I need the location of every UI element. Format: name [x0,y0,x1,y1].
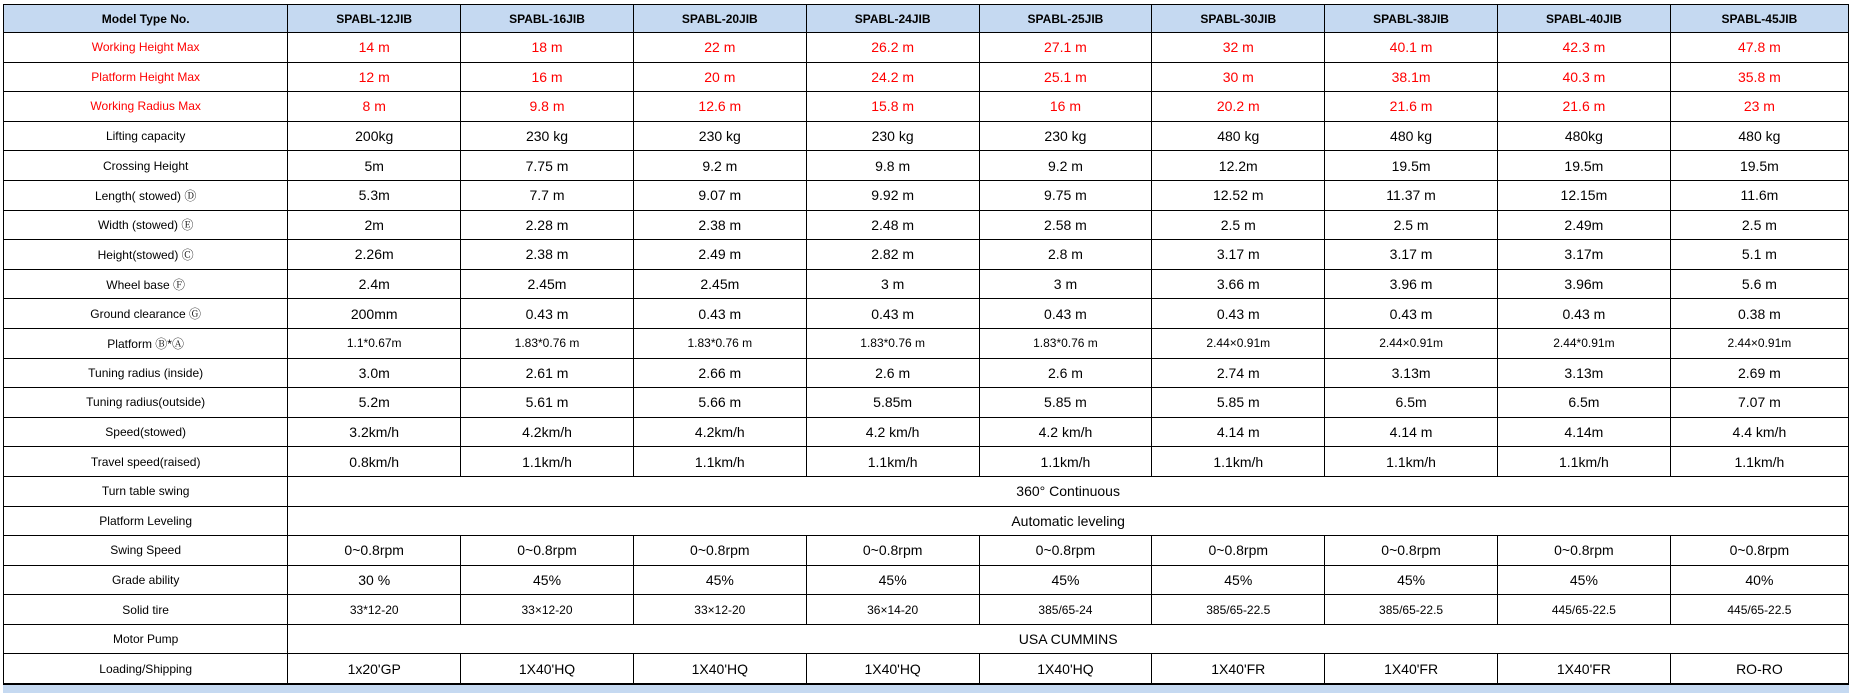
spec-value-cell: 200mm [288,299,461,329]
spec-value-cell: 5.85 m [1152,388,1325,418]
spec-value-cell: 5.2m [288,388,461,418]
spec-row [4,358,1849,388]
spec-value-cell: 5.85m [806,388,979,418]
spec-label-cell: Width (stowed) Ⓔ [4,210,288,240]
spec-row [4,565,1849,595]
spec-row [4,92,1849,122]
spec-value-cell: 18 m [461,33,634,63]
spec-value-cell: 2.44×0.91m [1670,328,1848,358]
spec-value-cell: 2.49m [1497,210,1670,240]
spec-value-cell: 4.2 km/h [979,417,1152,447]
spec-value-cell: 1.1km/h [633,447,806,477]
spec-value-cell: 1.83*0.76 m [461,328,634,358]
spec-value-cell: 3.96 m [1325,269,1498,299]
spec-value-cell: 19.5m [1497,151,1670,181]
spec-value-cell: 11.37 m [1325,180,1498,210]
spec-value-cell: 0~0.8rpm [633,536,806,566]
spec-value-cell: 40.3 m [1497,62,1670,92]
spec-value-cell: 9.2 m [979,151,1152,181]
spec-value-cell: 40.1 m [1325,33,1498,63]
spec-value-cell: 12.15m [1497,180,1670,210]
spec-value-cell: 0~0.8rpm [288,536,461,566]
spec-value-cell: 45% [633,565,806,595]
spec-row [4,447,1849,477]
spec-row [4,33,1849,63]
spec-value-cell: 3.0m [288,358,461,388]
spec-value-cell: 0.43 m [1325,299,1498,329]
spec-value-cell: 2.66 m [633,358,806,388]
spec-value-cell: 26.2 m [806,33,979,63]
spec-value-cell: 3 m [806,269,979,299]
model-header-cell: SPABL-40JIB [1497,5,1670,33]
spec-value-cell: 3.13m [1497,358,1670,388]
model-header-cell: SPABL-16JIB [461,5,634,33]
spec-value-cell: 385/65-22.5 [1152,595,1325,625]
spec-value-cell: 0~0.8rpm [1497,536,1670,566]
spec-value-cell: 3.13m [1325,358,1498,388]
spec-value-cell: 0.43 m [1497,299,1670,329]
spec-value-cell: 47.8 m [1670,33,1848,63]
spec-row [4,121,1849,151]
spec-value-cell: 30 % [288,565,461,595]
spec-value-cell: 230 kg [979,121,1152,151]
model-header-cell: SPABL-24JIB [806,5,979,33]
spec-value-cell: 45% [979,565,1152,595]
spec-value-cell: 1x20'GP [288,654,461,684]
spec-value-cell: 9.75 m [979,180,1152,210]
spec-label-cell: Wheel base Ⓕ [4,269,288,299]
spec-value-cell: 12.2m [1152,151,1325,181]
spec-value-cell: 3.2km/h [288,417,461,447]
spec-value-cell: 1X40'HQ [806,654,979,684]
spec-value-cell: 230 kg [806,121,979,151]
spec-label-cell: Motor Pump [4,624,288,654]
spec-value-cell: 480 kg [1325,121,1498,151]
spec-value-cell: 0.43 m [633,299,806,329]
spec-label-cell: Platform Ⓑ*Ⓐ [4,328,288,358]
spec-row [4,476,1849,506]
model-header-cell: SPABL-20JIB [633,5,806,33]
spec-value-cell: 11.6m [1670,180,1848,210]
spec-value-cell: 2.61 m [461,358,634,388]
spec-value-cell: 12.52 m [1152,180,1325,210]
model-header-cell: SPABL-12JIB [288,5,461,33]
spec-value-cell: 23 m [1670,92,1848,122]
spec-label-cell: Tuning radius (inside) [4,358,288,388]
spec-value-cell: 1X40'FR [1497,654,1670,684]
model-header-cell: SPABL-25JIB [979,5,1152,33]
spec-value-cell: 2.44*0.91m [1497,328,1670,358]
spec-span-cell: USA CUMMINS [288,624,1849,654]
spec-value-cell: 3.17 m [1325,240,1498,270]
spec-label-cell: Height(stowed) Ⓒ [4,240,288,270]
spec-value-cell: 7.7 m [461,180,634,210]
spec-value-cell: 45% [1497,565,1670,595]
spec-value-cell: 2.82 m [806,240,979,270]
spec-value-cell: 38.1m [1325,62,1498,92]
spec-row [4,506,1849,536]
spec-value-cell: 15.8 m [806,92,979,122]
spec-value-cell: 5m [288,151,461,181]
spec-label-cell: Working Height Max [4,33,288,63]
spec-value-cell: 1X40'FR [1325,654,1498,684]
header-row [4,5,1849,33]
spec-value-cell: 2.26m [288,240,461,270]
spec-value-cell: 16 m [979,92,1152,122]
spec-row [4,388,1849,418]
spec-value-cell: 445/65-22.5 [1670,595,1848,625]
spec-value-cell: 230 kg [633,121,806,151]
spec-value-cell: 2.48 m [806,210,979,240]
spec-label-cell: Travel speed(raised) [4,447,288,477]
spec-value-cell: 1.1km/h [1670,447,1848,477]
spec-label-cell: Lifting capacity [4,121,288,151]
spec-value-cell: 480 kg [1152,121,1325,151]
spec-label-cell: Loading/Shipping [4,654,288,684]
spec-value-cell: 2.45m [633,269,806,299]
spec-value-cell: 2.74 m [1152,358,1325,388]
spec-value-cell: 385/65-22.5 [1325,595,1498,625]
spec-value-cell: 2.44×0.91m [1325,328,1498,358]
spec-value-cell: 7.07 m [1670,388,1848,418]
spec-value-cell: 2.45m [461,269,634,299]
spec-value-cell: 1.1*0.67m [288,328,461,358]
spec-value-cell: 1.1km/h [461,447,634,477]
spec-value-cell: 9.2 m [633,151,806,181]
spec-row [4,180,1849,210]
spec-value-cell: 4.14m [1497,417,1670,447]
header-label-cell: Model Type No. [4,5,288,33]
spec-value-cell: 21.6 m [1325,92,1498,122]
spec-label-cell: Solid tire [4,595,288,625]
spec-value-cell: 0~0.8rpm [979,536,1152,566]
spec-value-cell: 0.8km/h [288,447,461,477]
spec-value-cell: 1.1km/h [1497,447,1670,477]
spec-value-cell: RO-RO [1670,654,1848,684]
spec-value-cell: 45% [1325,565,1498,595]
spec-row [4,210,1849,240]
spec-value-cell: 19.5m [1670,151,1848,181]
spec-row [4,62,1849,92]
spec-value-cell: 9.8 m [806,151,979,181]
spec-value-cell: 3.17 m [1152,240,1325,270]
spec-value-cell: 1X40'HQ [461,654,634,684]
spec-value-cell: 12.6 m [633,92,806,122]
spec-value-cell: 2.5 m [1670,210,1848,240]
spec-label-cell: Platform Leveling [4,506,288,536]
spec-value-cell: 9.8 m [461,92,634,122]
spec-value-cell: 30 m [1152,62,1325,92]
spec-value-cell: 24.2 m [806,62,979,92]
spec-value-cell: 200kg [288,121,461,151]
spec-value-cell: 0.43 m [979,299,1152,329]
model-header-cell: SPABL-45JIB [1670,5,1848,33]
spec-value-cell: 45% [461,565,634,595]
spec-value-cell: 12 m [288,62,461,92]
spec-label-cell: Turn table swing [4,476,288,506]
spec-value-cell: 2.44×0.91m [1152,328,1325,358]
spec-label-cell: Platform Height Max [4,62,288,92]
spec-value-cell: 4.4 km/h [1670,417,1848,447]
spec-value-cell: 0.38 m [1670,299,1848,329]
spec-value-cell: 0~0.8rpm [1325,536,1498,566]
spec-value-cell: 4.14 m [1325,417,1498,447]
spec-value-cell: 3 m [979,269,1152,299]
spec-row [4,624,1849,654]
spec-value-cell: 5.61 m [461,388,634,418]
spec-value-cell: 0.43 m [1152,299,1325,329]
spec-value-cell: 2.38 m [633,210,806,240]
spec-value-cell: 3.96m [1497,269,1670,299]
spec-value-cell: 33×12-20 [461,595,634,625]
spec-value-cell: 0~0.8rpm [1152,536,1325,566]
spec-value-cell: 0~0.8rpm [461,536,634,566]
model-header-cell: SPABL-38JIB [1325,5,1498,33]
spec-label-cell: Crossing Height [4,151,288,181]
spec-value-cell: 2.69 m [1670,358,1848,388]
spec-value-cell: 2.38 m [461,240,634,270]
spec-value-cell: 7.75 m [461,151,634,181]
spec-value-cell: 32 m [1152,33,1325,63]
spec-table [3,4,1849,684]
spec-row [4,299,1849,329]
spec-row [4,269,1849,299]
spec-value-cell: 2.5 m [1325,210,1498,240]
spec-value-cell: 480 kg [1670,121,1848,151]
spec-value-cell: 4.14 m [1152,417,1325,447]
spec-label-cell: Tuning radius(outside) [4,388,288,418]
spec-value-cell: 1.1km/h [1325,447,1498,477]
spec-value-cell: 9.07 m [633,180,806,210]
spec-label-cell: Working Radius Max [4,92,288,122]
spec-value-cell: 480kg [1497,121,1670,151]
spec-label-cell: Length( stowed) Ⓓ [4,180,288,210]
model-header-cell: SPABL-30JIB [1152,5,1325,33]
spec-value-cell: 2.49 m [633,240,806,270]
spec-span-cell: Automatic leveling [288,506,1849,536]
spec-value-cell: 2.6 m [979,358,1152,388]
spec-value-cell: 5.6 m [1670,269,1848,299]
spec-value-cell: 19.5m [1325,151,1498,181]
spec-value-cell: 16 m [461,62,634,92]
spec-value-cell: 21.6 m [1497,92,1670,122]
spec-row [4,328,1849,358]
spec-value-cell: 5.3m [288,180,461,210]
spec-value-cell: 20.2 m [1152,92,1325,122]
spec-value-cell: 14 m [288,33,461,63]
spec-label-cell: Grade ability [4,565,288,595]
spec-value-cell: 2.4m [288,269,461,299]
spec-value-cell: 20 m [633,62,806,92]
spec-value-cell: 230 kg [461,121,634,151]
spec-value-cell: 0~0.8rpm [1670,536,1848,566]
spec-value-cell: 2.28 m [461,210,634,240]
spec-value-cell: 5.66 m [633,388,806,418]
spec-value-cell: 3.17m [1497,240,1670,270]
spec-value-cell: 6.5m [1325,388,1498,418]
spec-value-cell: 22 m [633,33,806,63]
spec-value-cell: 0.43 m [806,299,979,329]
spec-value-cell: 1.83*0.76 m [806,328,979,358]
spec-value-cell: 33*12-20 [288,595,461,625]
spec-value-cell: 0~0.8rpm [806,536,979,566]
spec-value-cell: 4.2km/h [633,417,806,447]
spec-value-cell: 0.43 m [461,299,634,329]
spec-value-cell: 2.6 m [806,358,979,388]
spec-value-cell: 1.83*0.76 m [979,328,1152,358]
spec-value-cell: 45% [1152,565,1325,595]
spec-value-cell: 5.85 m [979,388,1152,418]
spec-span-cell: 360° Continuous [288,476,1849,506]
spec-table-body [4,5,1849,684]
spec-value-cell: 2.58 m [979,210,1152,240]
spec-row [4,536,1849,566]
spec-value-cell: 1X40'FR [1152,654,1325,684]
spec-value-cell: 1.1km/h [1152,447,1325,477]
spec-value-cell: 385/65-24 [979,595,1152,625]
spec-value-cell: 42.3 m [1497,33,1670,63]
spec-value-cell: 27.1 m [979,33,1152,63]
spec-row [4,240,1849,270]
spec-value-cell: 1X40'HQ [633,654,806,684]
spec-label-cell: Speed(stowed) [4,417,288,447]
spec-row [4,595,1849,625]
spec-value-cell: 3.66 m [1152,269,1325,299]
spec-value-cell: 25.1 m [979,62,1152,92]
spec-label-cell: Swing Speed [4,536,288,566]
spec-value-cell: 33×12-20 [633,595,806,625]
spec-value-cell: 36×14-20 [806,595,979,625]
spec-value-cell: 9.92 m [806,180,979,210]
spec-row [4,417,1849,447]
spec-value-cell: 2.8 m [979,240,1152,270]
spec-row [4,654,1849,684]
spec-value-cell: 45% [806,565,979,595]
spec-value-cell: 35.8 m [1670,62,1848,92]
spec-value-cell: 5.1 m [1670,240,1848,270]
spec-row [4,151,1849,181]
spec-value-cell: 1.83*0.76 m [633,328,806,358]
spec-value-cell: 4.2km/h [461,417,634,447]
spec-value-cell: 40% [1670,565,1848,595]
spec-value-cell: 8 m [288,92,461,122]
spec-value-cell: 445/65-22.5 [1497,595,1670,625]
spec-value-cell: 1X40'HQ [979,654,1152,684]
spec-value-cell: 1.1km/h [979,447,1152,477]
spec-value-cell: 6.5m [1497,388,1670,418]
spec-label-cell: Ground clearance Ⓖ [4,299,288,329]
spec-value-cell: 2.5 m [1152,210,1325,240]
spec-value-cell: 4.2 km/h [806,417,979,447]
spec-value-cell: 2m [288,210,461,240]
spec-value-cell: 1.1km/h [806,447,979,477]
